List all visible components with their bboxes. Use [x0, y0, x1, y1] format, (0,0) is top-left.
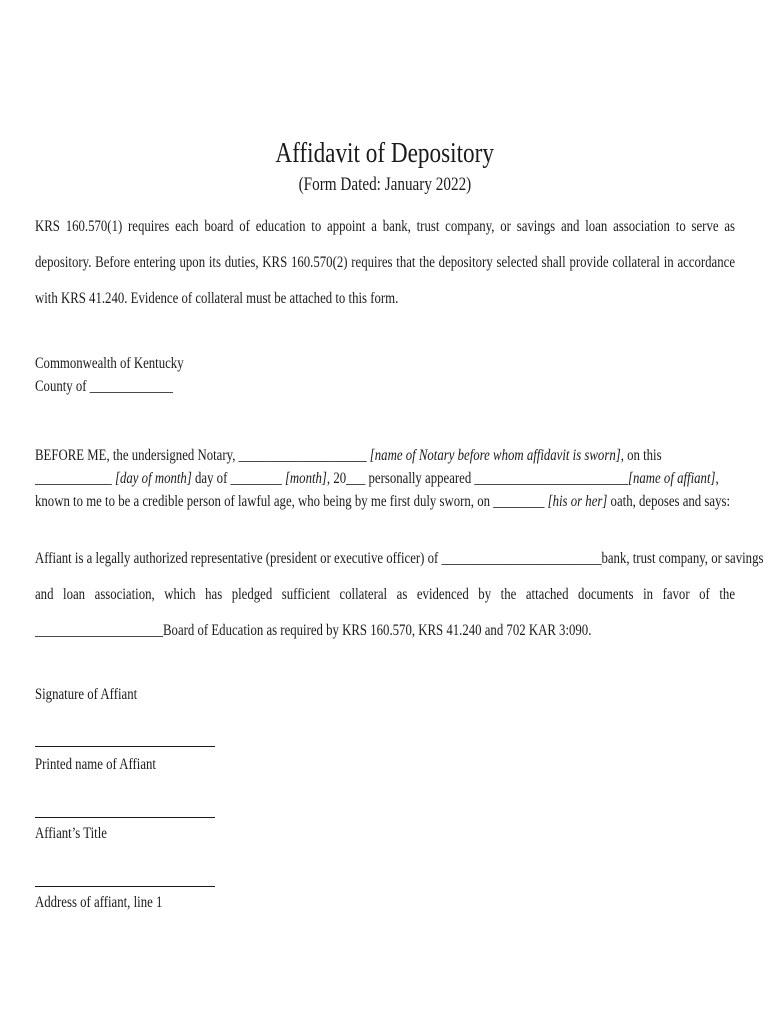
printed-name-line [35, 746, 215, 747]
document-title: Affidavit of Depository [275, 137, 495, 169]
intro-paragraph: KRS 160.570(1) requires each board of education to appoint a bank, trust company, or savings and loan association to serve as depository. Before entering upon its duties, KRS 160.570(2) requires that the depository selected shall provide collateral in accordance with KRS 41.240. Evidence of collateral must be attached to this form. [35, 218, 735, 307]
form-date: (Form Dated: January 2022) [298, 174, 472, 195]
printed-name-label: Printed name of Affiant [35, 756, 156, 773]
notary-paragraph: BEFORE ME, the undersigned Notary, ____________________ [name of Notary before whom affidavit is sworn], on this ____________ [day of month] day of ________ [month], 20___ personally appeared ________________________[name of affiant], known to me to be a credible person of lawful age, who being by me first duly sworn, on ________ [his or her] oath, deposes and says: [35, 447, 731, 510]
document-page [35, 0, 764, 1024]
venue-state: Commonwealth of Kentucky [35, 355, 184, 372]
affiant-line-2: and loan association, which has pledged sufficient collateral as evidenced by the attached documents in favor of the [35, 586, 735, 603]
venue-block [35, 352, 735, 398]
signature-label: Signature of Affiant [35, 686, 138, 703]
address-label: Address of affiant, line 1 [35, 894, 163, 911]
address-line [35, 886, 215, 887]
affiant-line-3: ____________________Board of Education as required by KRS 160.570, KRS 41.240 and 702 KAR 3:090. [35, 622, 592, 639]
affiant-paragraph [35, 541, 764, 649]
venue-county: County of _____________ [35, 378, 173, 395]
affiant-line-1: Affiant is a legally authorized representative (president or executive officer) of _________________________bank, trust company, or savings [35, 550, 764, 567]
title-line [35, 817, 215, 818]
title-label: Affiant’s Title [35, 825, 107, 842]
